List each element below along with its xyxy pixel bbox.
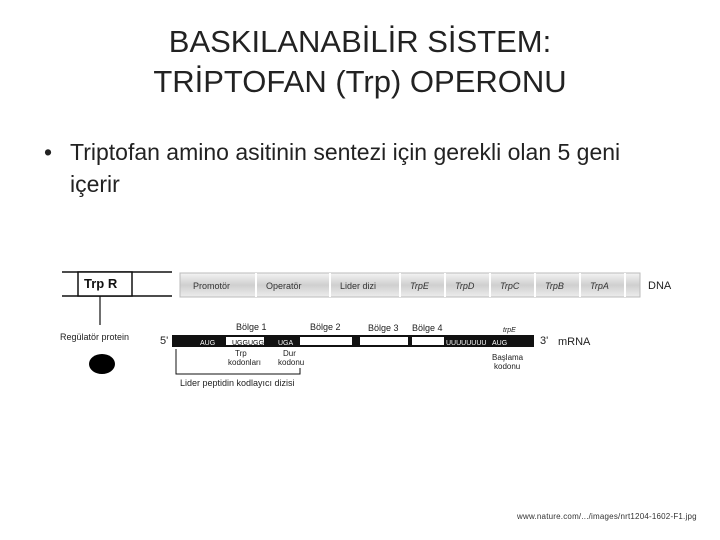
mrna-region-2-box	[300, 337, 352, 345]
uuuu-seq: UUUUUUUU	[446, 340, 487, 347]
mrna-3-prime: 3'	[540, 335, 549, 347]
mrna-label: mRNA	[558, 336, 591, 348]
mrna-5-prime: 5'	[160, 335, 169, 347]
dna-label: DNA	[648, 280, 672, 292]
trp-codons-label-1: Trp	[235, 349, 247, 358]
bullet-dot-icon: •	[44, 139, 53, 165]
aug-codon-1: AUG	[200, 340, 216, 347]
bullet-text: Triptofan amino asitinin sentezi için gerekli olan 5 geni içerir	[70, 139, 621, 197]
start-codon-label-1: Başlama	[492, 353, 524, 362]
mrna-region-3-box	[360, 337, 408, 345]
start-codon-label-2: kodonu	[494, 362, 521, 371]
segment-trpb: TrpB	[545, 281, 564, 291]
stop-codon-label-1: Dur	[283, 349, 296, 358]
mrna-region-4-box	[412, 337, 444, 345]
segment-trpe: TrpE	[410, 281, 429, 291]
trpe-small-label: trpE	[503, 327, 516, 334]
regulator-label: Regülatör protein	[60, 332, 130, 342]
segment-operator: Operatör	[266, 281, 302, 291]
region-2-label: Bölge 2	[310, 322, 341, 332]
segment-trpa: TrpA	[590, 281, 609, 291]
leader-peptide-label: Lider peptidin kodlayıcı dizisi	[180, 378, 295, 388]
title-line-2: TRİPTOFAN (Trp) OPERONU	[153, 64, 567, 99]
title-line-1: BASKILANABİLİR SİSTEM:	[168, 24, 552, 59]
aug-codon-2: AUG	[492, 340, 508, 347]
uga-codon: UGA	[278, 340, 294, 347]
trp-codons-seq: UGGUGG	[232, 340, 264, 347]
region-1-label: Bölge 1	[236, 322, 267, 332]
trpr-label: Trp R	[84, 276, 118, 291]
segment-leader: Lider dizi	[340, 281, 377, 291]
regulator-protein-shape	[89, 354, 115, 374]
region-4-label: Bölge 4	[412, 323, 443, 333]
stop-codon-label-2: kodonu	[278, 358, 305, 367]
source-url: www.nature.com/.../images/nrt1204-1602-F1.jpg	[517, 512, 697, 521]
region-3-label: Bölge 3	[368, 323, 399, 333]
segment-trpd: TrpD	[455, 281, 475, 291]
trp-codons-label-2: kodonları	[228, 358, 261, 367]
segment-promoter: Promotör	[193, 281, 231, 291]
segment-trpc: TrpC	[500, 281, 520, 291]
